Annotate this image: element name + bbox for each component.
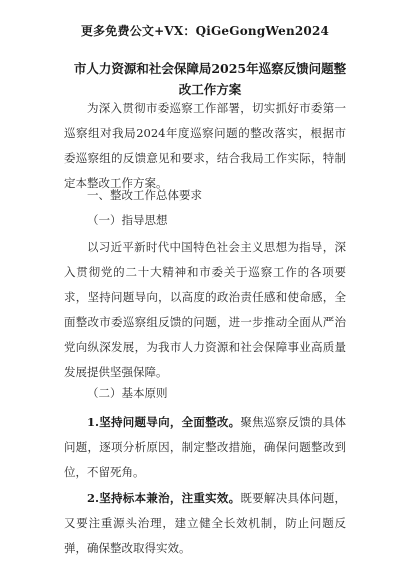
principle-1-body: 聚焦巡察反馈的具体问题，逐项分析原因，制定整改措施，确保问题整改到位，不留死角。 [64, 415, 346, 479]
principle-2-body: 既要解决具体问题，又要注重源头治理，建立健全长效机制，防止问题反弹，确保整改取得实效。 [64, 491, 346, 555]
document-title: 市人力资源和社会保障局2025年巡察反馈问题整改工作方案 [73, 61, 347, 97]
subsection-2-heading: （二）基本原则 [87, 386, 168, 400]
guiding-ideology-paragraph: 以习近平新时代中国特色社会主义思想为指导，深入贯彻党的二十大精神和市委关于巡察工作的各项要求，坚持问题导向，以高度的政治责任感和使命感，全面整改市委巡察组反馈的问题，进一步推动全面从严治党向纵深发展，为我市人力资源和社会保障事业高质量发展提供坚强保障。 [64, 240, 346, 379]
promo-banner: 更多免费公文+VX：QiGeGongWen2024 [80, 24, 330, 38]
principle-2-lead: 2.坚持标本兼治，注重实效。 [87, 491, 241, 505]
intro-paragraph: 为深入贯彻市委巡察工作部署，切实抓好市委第一巡察组对我局2024年度巡察问题的整改落实，根据市委巡察组的反馈意见和要求，结合我局工作实际，特制定本整改工作方案。 [64, 101, 346, 190]
subsection-1-heading: （一）指导思想 [87, 213, 168, 227]
principle-1-lead: 1.坚持问题导向，全面整改。 [87, 415, 241, 429]
section-1-heading: 一、整改工作总体要求 [87, 188, 202, 202]
principle-2-paragraph [64, 486, 346, 561]
principle-1-paragraph [64, 410, 346, 485]
